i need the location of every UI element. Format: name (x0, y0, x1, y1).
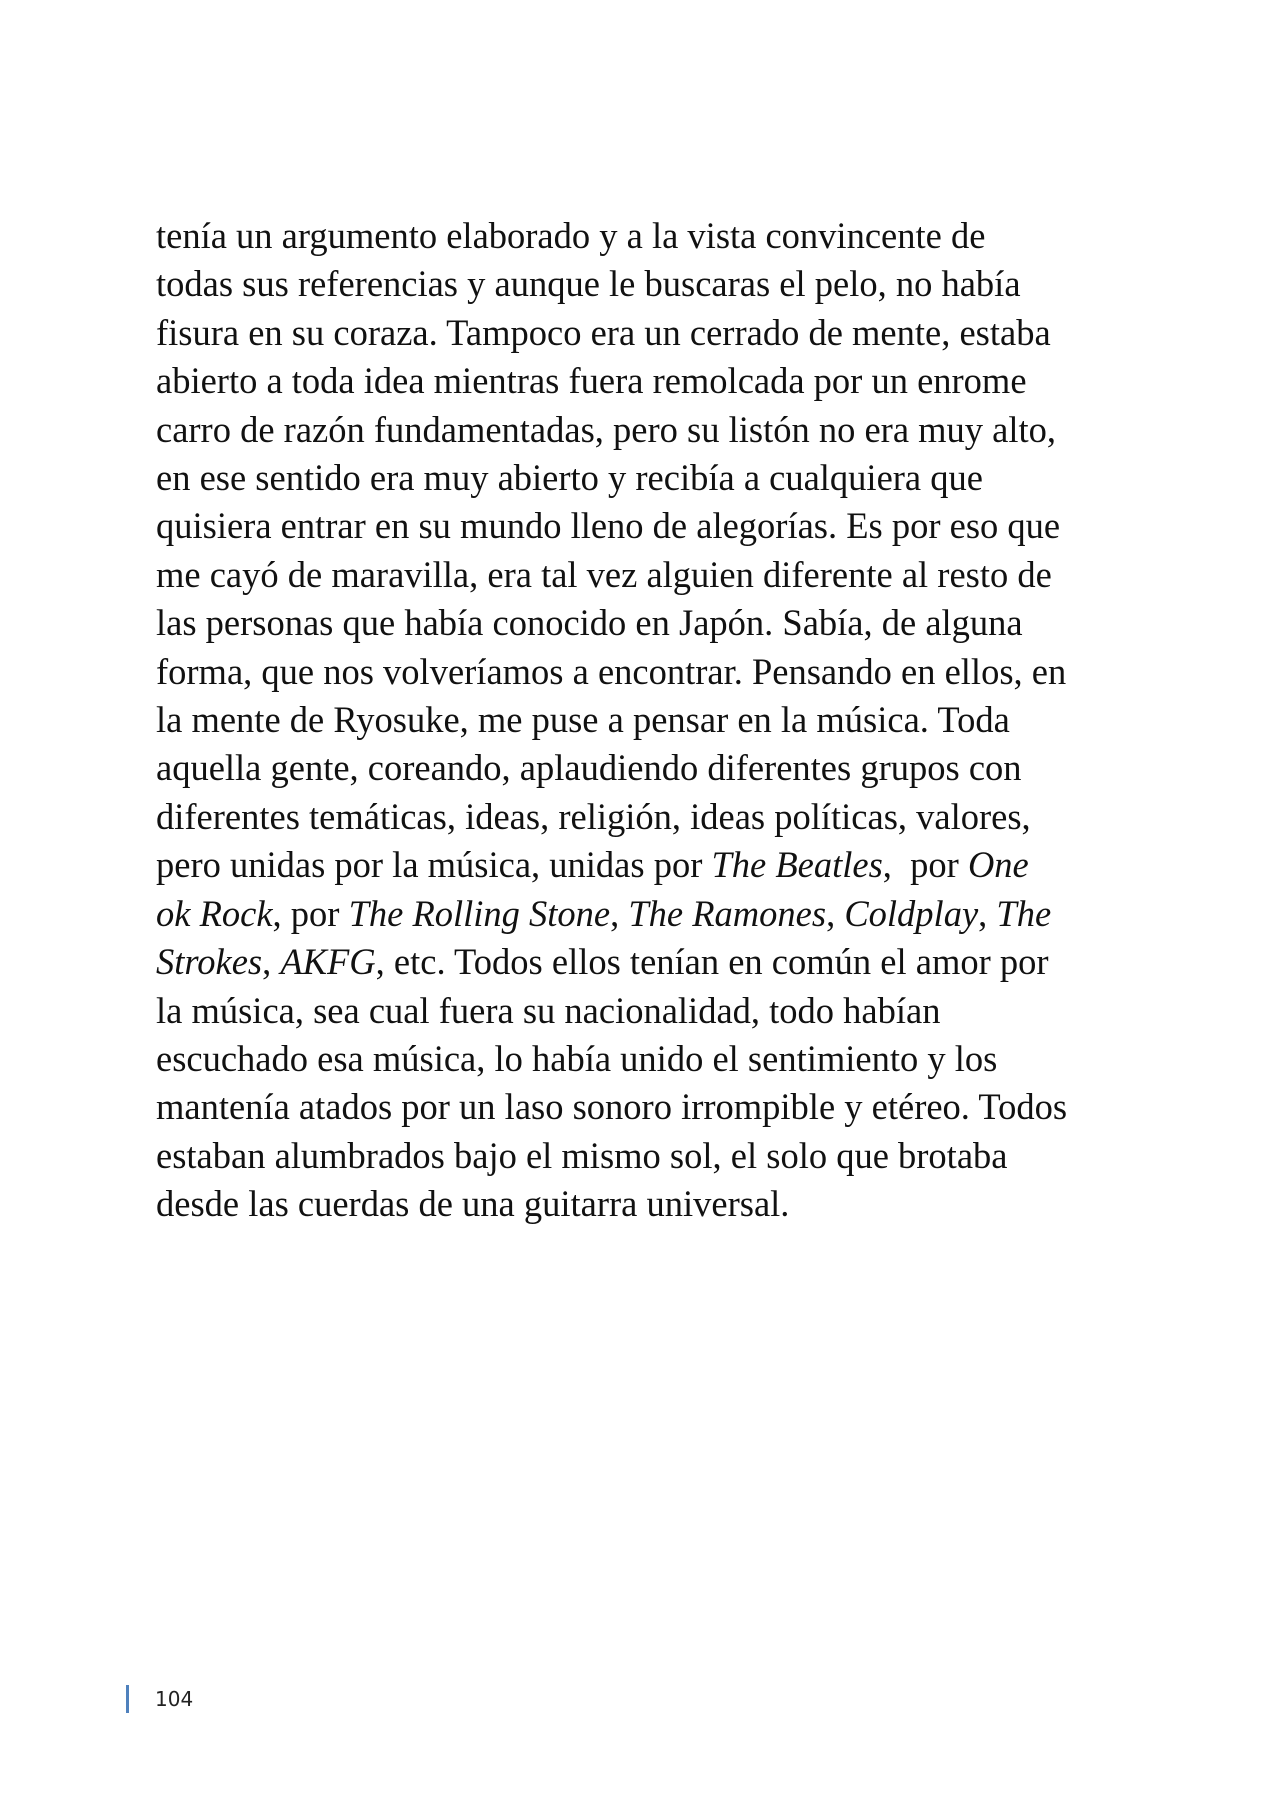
text-segment: abierto a toda idea mientras fuera remolcada por un enrome (156, 360, 1027, 402)
text-line (156, 938, 1156, 986)
italic-title: Coldplay (844, 892, 979, 934)
text-line (156, 1132, 1156, 1180)
text-line (156, 454, 1156, 502)
text-line (156, 793, 1156, 841)
italic-title: Strokes (156, 941, 263, 983)
page-number: 104 (155, 1687, 194, 1711)
italic-title: The Rolling Stone (348, 892, 611, 934)
footer-accent-bar (126, 1685, 129, 1713)
text-segment: desde las cuerdas de una guitarra universal. (156, 1183, 790, 1225)
text-line (156, 1083, 1156, 1131)
text-segment: mantenía atados por un laso sonoro irrompible y etéreo. Todos (156, 1086, 1068, 1128)
text-segment: quisiera entrar en su mundo lleno de alegorías. Es por eso que (156, 505, 1061, 547)
text-segment: , por (882, 844, 968, 886)
italic-title: The Ramones (628, 892, 827, 934)
text-segment: , (262, 941, 281, 983)
text-segment: , (978, 892, 997, 934)
text-line (156, 309, 1156, 357)
text-segment: en ese sentido era muy abierto y recibía a cualquiera que (156, 457, 983, 499)
text-segment: me cayó de maravilla, era tal vez alguien diferente al resto de (156, 553, 1052, 595)
text-line (156, 987, 1156, 1035)
text-line (156, 406, 1156, 454)
italic-title: AKFG (280, 941, 376, 983)
page-footer (126, 1684, 193, 1714)
text-segment: , (826, 892, 845, 934)
text-segment: , (610, 892, 629, 934)
text-line (156, 648, 1156, 696)
body-paragraph (156, 212, 1156, 1229)
text-line (156, 744, 1156, 792)
text-line (156, 357, 1156, 405)
italic-title: The Beatles (711, 844, 883, 886)
text-line (156, 696, 1156, 744)
text-line (156, 1180, 1156, 1228)
text-segment: aquella gente, coreando, aplaudiendo diferentes grupos con (156, 747, 1022, 789)
text-segment: las personas que había conocido en Japón. Sabía, de alguna (156, 602, 1023, 644)
text-segment: la música, sea cual fuera su nacionalidad, todo habían (156, 989, 941, 1031)
text-segment: carro de razón fundamentadas, pero su listón no era muy alto, (156, 408, 1057, 450)
text-segment: fisura en su coraza. Tampoco era un cerrado de mente, estaba (156, 311, 1051, 353)
text-line (156, 212, 1156, 260)
text-segment: , por (272, 892, 349, 934)
text-line (156, 260, 1156, 308)
text-segment: tenía un argumento elaborado y a la vista convincente de (156, 215, 986, 256)
text-line (156, 890, 1156, 938)
text-segment: diferentes temáticas, ideas, religión, ideas políticas, valores, (156, 795, 1031, 837)
text-segment: forma, que nos volveríamos a encontrar. Pensando en ellos, en (156, 650, 1067, 692)
text-line (156, 841, 1156, 889)
italic-title: ok Rock (156, 892, 273, 934)
text-line (156, 599, 1156, 647)
italic-title: The (996, 892, 1052, 934)
text-segment: , etc. Todos ellos tenían en común el amor por (375, 941, 1049, 983)
text-segment: escuchado esa música, lo había unido el sentimiento y los (156, 1037, 998, 1079)
italic-title: One (967, 844, 1029, 886)
text-line (156, 1035, 1156, 1083)
text-segment: la mente de Ryosuke, me puse a pensar en la música. Toda (156, 699, 1010, 741)
text-segment: estaban alumbrados bajo el mismo sol, el solo que brotaba (156, 1134, 1008, 1176)
text-segment: todas sus referencias y aunque le buscaras el pelo, no había (156, 263, 1021, 305)
text-line (156, 551, 1156, 599)
text-line (156, 502, 1156, 550)
text-segment: pero unidas por la música, unidas por (156, 844, 712, 886)
